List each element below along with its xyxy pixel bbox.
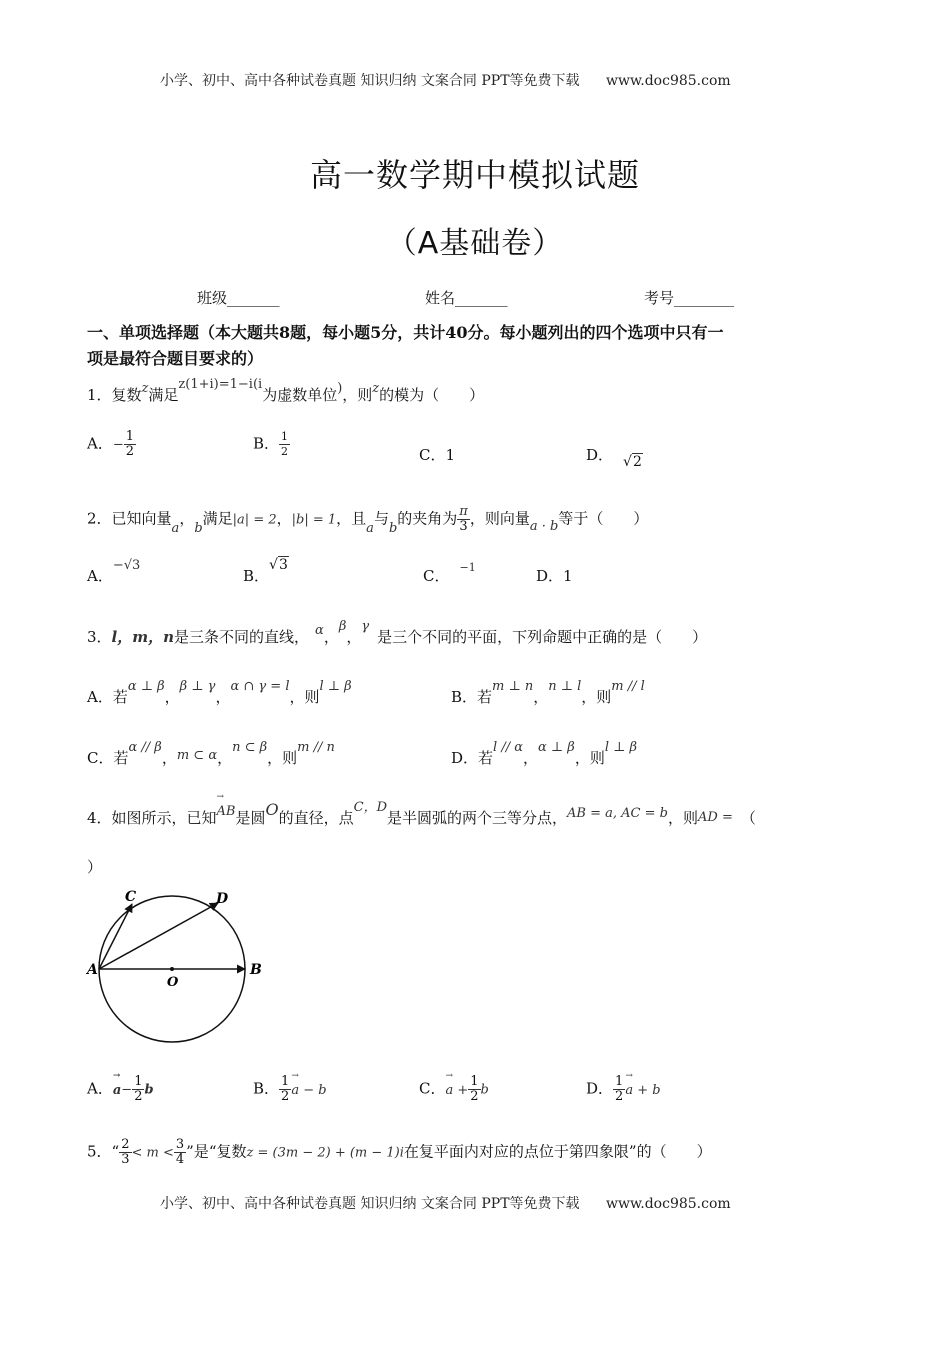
q4-option-c-vec-a: → a +: [445, 1083, 468, 1098]
q4-paren-open: （: [740, 809, 756, 827]
label-o: O: [167, 975, 179, 990]
q2-text-d: 与: [373, 509, 389, 528]
label-a: A: [87, 962, 98, 978]
q1-option-a-fraction: [124, 430, 136, 459]
q2-text-g: 等于（ ）: [558, 509, 649, 528]
section-heading-line2: 项是最符合题目要求的）: [87, 349, 264, 368]
q2-option-d[interactable]: D．1: [536, 567, 573, 585]
q2-dot-product: a · b: [529, 518, 559, 534]
exam-id-field-label: 考号________: [644, 289, 735, 307]
q3-gamma: γ: [361, 619, 370, 634]
class-field-label: 班级_______: [197, 289, 280, 307]
q4-option-d[interactable]: [586, 1075, 661, 1104]
question-4: [87, 800, 756, 828]
q4-option-a[interactable]: [87, 1075, 154, 1104]
q1-option-a-label: A．: [87, 434, 113, 453]
q2-option-a[interactable]: [87, 558, 141, 586]
q1-formula: z(1+i)=1−i(i: [178, 377, 263, 392]
q3-text-b: 是三条不同的直线，: [174, 628, 310, 646]
q4-text-c: 的直径，点: [278, 809, 354, 827]
q3-option-a-result: l ⊥ β: [319, 679, 352, 694]
question-2: [87, 505, 648, 534]
center-point: [170, 967, 174, 971]
q2-option-b-sqrt: √3: [269, 557, 288, 573]
q3-text-a: 3．: [87, 628, 112, 646]
q1-var-z: z: [141, 381, 149, 396]
label-c: C: [125, 889, 137, 905]
q5-lower-denominator: 3: [121, 1152, 130, 1167]
q2-option-b-label: B．: [243, 567, 270, 585]
q3-option-a-sep1: ，: [164, 688, 180, 706]
q3-option-a-then: ，则: [289, 688, 320, 706]
question-1: [87, 377, 485, 405]
q2-comma-2: ，: [276, 509, 292, 528]
q3-option-b-label: B．若: [451, 688, 493, 706]
q1-text-a: 1．复数: [87, 386, 142, 404]
q3-option-c-then: ，则: [267, 749, 298, 767]
q2-abs-b: |b| = 1: [291, 512, 337, 528]
q2-var-b: b: [194, 520, 203, 536]
question-5: [87, 1138, 712, 1167]
q4-text-a: 4．如图所示，已知: [87, 809, 217, 827]
q3-option-c-cond2: m ⊂ α: [176, 748, 218, 763]
q2-text-c: ，且: [336, 509, 367, 528]
q4-option-c-denominator: 2: [470, 1089, 479, 1104]
q1-text-e: 的模为（ ）: [379, 386, 485, 404]
q4-option-d-expr: → a + b: [625, 1083, 660, 1098]
q1-option-d-label: D．: [586, 446, 614, 464]
q5-inequality: < m <: [131, 1145, 174, 1161]
q4-option-c-label: C．: [419, 1079, 446, 1098]
q1-option-d-sqrt: √2: [623, 454, 642, 470]
q3-comma-1: ，: [323, 628, 339, 646]
label-b: B: [250, 962, 262, 978]
q2-option-c-value: −1: [459, 561, 476, 574]
q2-option-c[interactable]: [423, 561, 476, 586]
q1-option-a-denominator: 2: [125, 444, 135, 459]
q3-option-d-cond2: α ⊥ β: [538, 740, 575, 755]
q1-option-a[interactable]: [87, 430, 136, 459]
q3-option-c[interactable]: [87, 740, 335, 768]
q4-option-a-fraction: [132, 1075, 144, 1104]
q4-option-a-label: A．: [87, 1079, 113, 1098]
q2-comma: ，: [179, 509, 195, 528]
q4-option-a-vec-b: b: [144, 1082, 154, 1098]
q3-option-b-sep1: ，: [533, 688, 549, 706]
q4-option-c[interactable]: [419, 1075, 489, 1104]
q5-upper-numerator: 3: [175, 1137, 185, 1152]
q3-option-a-label: A．若: [87, 688, 128, 706]
q2-option-b[interactable]: [243, 557, 289, 586]
q3-option-d[interactable]: [451, 740, 637, 768]
q3-option-c-cond1: α // β: [128, 740, 162, 755]
q1-paren: ): [337, 381, 343, 396]
q4-ad: AD =: [698, 810, 733, 825]
q5-formula: z = (3m − 2) + (m − 1)i: [246, 1145, 404, 1161]
circle-diagram: [85, 885, 265, 1050]
q1-option-d-radicand: 2: [632, 454, 642, 470]
q1-option-b[interactable]: [253, 430, 290, 459]
q3-option-a-cond3: α ∩ γ = l: [230, 679, 290, 694]
q3-comma-2: ，: [346, 628, 362, 646]
section-heading-line1: 一、单项选择题（本大题共8题，每小题5分，共计40分。每小题列出的四个选项中只有一: [87, 323, 724, 342]
q3-option-b-cond1: m ⊥ n: [492, 679, 534, 694]
question-3: [87, 619, 708, 647]
q3-option-d-label: D．若: [451, 749, 494, 767]
q1-option-a-sign: −: [112, 437, 124, 453]
q4-option-a-vec-a: → a: [113, 1083, 121, 1098]
q1-text-d: ，则: [342, 386, 373, 404]
q3-option-d-cond1: l // α: [493, 740, 523, 755]
footer-text: 小学、初中、高中各种试卷真题 知识归纳 文案合同 PPT等免费下载: [160, 1196, 580, 1212]
q3-alpha: α: [315, 623, 324, 638]
q3-option-b-result: m // l: [611, 679, 645, 694]
q3-option-c-sep1: ，: [161, 749, 177, 767]
q3-lines: l，m，n: [111, 628, 175, 646]
label-d: D: [216, 891, 229, 907]
q1-option-d[interactable]: [586, 444, 642, 470]
q2-option-c-label: C．: [423, 567, 450, 585]
q2-option-b-radicand: 3: [278, 557, 288, 573]
q2-text-f: ，则向量: [469, 509, 530, 528]
q5-text-a: 5．“: [87, 1142, 120, 1161]
page-header: [160, 70, 731, 90]
q4-option-b-numerator: 1: [281, 1074, 290, 1089]
q2-var-a: a: [171, 520, 180, 536]
q1-option-b-fraction: [279, 430, 290, 459]
q5-text-c: 在复平面内对应的点位于第四象限”的（ ）: [403, 1142, 712, 1161]
q2-text-a: 2．已知向量: [87, 509, 172, 528]
page-subtitle: （A基础卷）: [386, 226, 564, 261]
q1-option-c[interactable]: C．1: [419, 446, 456, 464]
q4-text-d: 是半圆弧的两个三等分点，: [387, 809, 568, 827]
q2-abs-a: |a| = 2: [232, 512, 277, 528]
q4-text-b: 是圆: [235, 809, 266, 827]
q1-text-c: 为虚数单位: [262, 386, 338, 404]
q4-o: O: [265, 800, 279, 819]
q4-option-a-numerator: 1: [134, 1074, 143, 1089]
q4-option-d-label: D．: [586, 1079, 614, 1098]
q4-option-c-vec-b: b: [480, 1082, 489, 1098]
q4-text-e: ，则: [667, 809, 698, 827]
q1-var-z2: z: [372, 381, 380, 396]
q4-option-b-expr: → a − b: [291, 1083, 326, 1098]
q3-option-a[interactable]: [87, 679, 352, 707]
q5-fraction-lower: [119, 1138, 131, 1167]
q5-text-b: ”是“复数: [186, 1142, 247, 1161]
q4-option-c-numerator: 1: [470, 1074, 479, 1089]
q4-vectors: AB = a, AC = b: [567, 806, 668, 821]
q3-option-b-cond2: n ⊥ l: [548, 679, 582, 694]
q3-option-a-cond2: β ⊥ γ: [179, 679, 216, 694]
q3-option-b[interactable]: [451, 679, 645, 707]
q4-option-b-fraction: [279, 1075, 291, 1104]
header-text: 小学、初中、高中各种试卷真题 知识归纳 文案合同 PPT等免费下载: [160, 73, 580, 89]
q4-option-b-denominator: 2: [281, 1089, 290, 1104]
q5-fraction-upper: [174, 1138, 186, 1167]
q1-text-b: 满足: [148, 386, 179, 404]
q3-option-b-then: ，则: [581, 688, 612, 706]
footer-url[interactable]: www.doc985.com: [605, 1196, 731, 1212]
q3-option-a-cond1: α ⊥ β: [127, 679, 165, 694]
q2-angle-denominator: 3: [459, 519, 468, 534]
q2-var-a2: a: [366, 520, 374, 536]
q4-paren-close: ）: [87, 858, 103, 876]
q3-option-d-result: l ⊥ β: [604, 740, 637, 755]
q4-option-a-minus: −: [121, 1082, 133, 1098]
q4-option-d-numerator: 1: [615, 1074, 624, 1089]
q3-option-d-sep1: ，: [523, 749, 539, 767]
header-url[interactable]: www.doc985.com: [605, 73, 731, 89]
q2-option-a-value: −√3: [112, 558, 141, 573]
name-field-label: 姓名_______: [425, 289, 508, 307]
page-footer: [160, 1193, 731, 1213]
page-title: 高一数学期中模拟试题: [309, 156, 640, 194]
q1-option-b-label: B．: [253, 434, 280, 453]
q1-option-b-denominator: 2: [281, 445, 289, 458]
q2-var-b2: b: [388, 520, 398, 536]
q2-angle-numerator: π: [459, 504, 468, 519]
q3-option-c-label: C．若: [87, 749, 129, 767]
q1-option-a-numerator: 1: [125, 429, 135, 444]
q3-option-c-sep2: ，: [217, 749, 233, 767]
q5-upper-denominator: 4: [175, 1152, 185, 1167]
q3-text-c: 是三个不同的平面，下列命题中正确的是（ ）: [377, 628, 708, 646]
q2-text-e: 的夹角为: [397, 509, 458, 528]
q4-option-c-fraction: [468, 1075, 480, 1104]
q3-option-a-sep2: ，: [215, 688, 231, 706]
q4-option-d-fraction: [613, 1075, 625, 1104]
q3-option-c-result: m // n: [297, 740, 335, 755]
q4-ab: → AB: [217, 804, 236, 819]
q4-cd: C，D: [353, 800, 388, 815]
q4-option-b[interactable]: [253, 1075, 327, 1104]
vector-ad: [99, 903, 218, 969]
q5-lower-numerator: 2: [121, 1137, 130, 1152]
q2-text-b: 满足: [202, 509, 233, 528]
q1-option-b-numerator: 1: [281, 430, 289, 443]
q3-beta: β: [338, 619, 347, 634]
q4-option-a-denominator: 2: [134, 1089, 143, 1104]
q4-option-b-label: B．: [253, 1079, 280, 1098]
q3-option-d-then: ，则: [574, 749, 605, 767]
q2-option-a-label: A．: [87, 567, 113, 585]
q2-angle-fraction: [457, 505, 470, 534]
q3-option-c-cond3: n ⊂ β: [232, 740, 268, 755]
q4-option-d-denominator: 2: [615, 1089, 624, 1104]
